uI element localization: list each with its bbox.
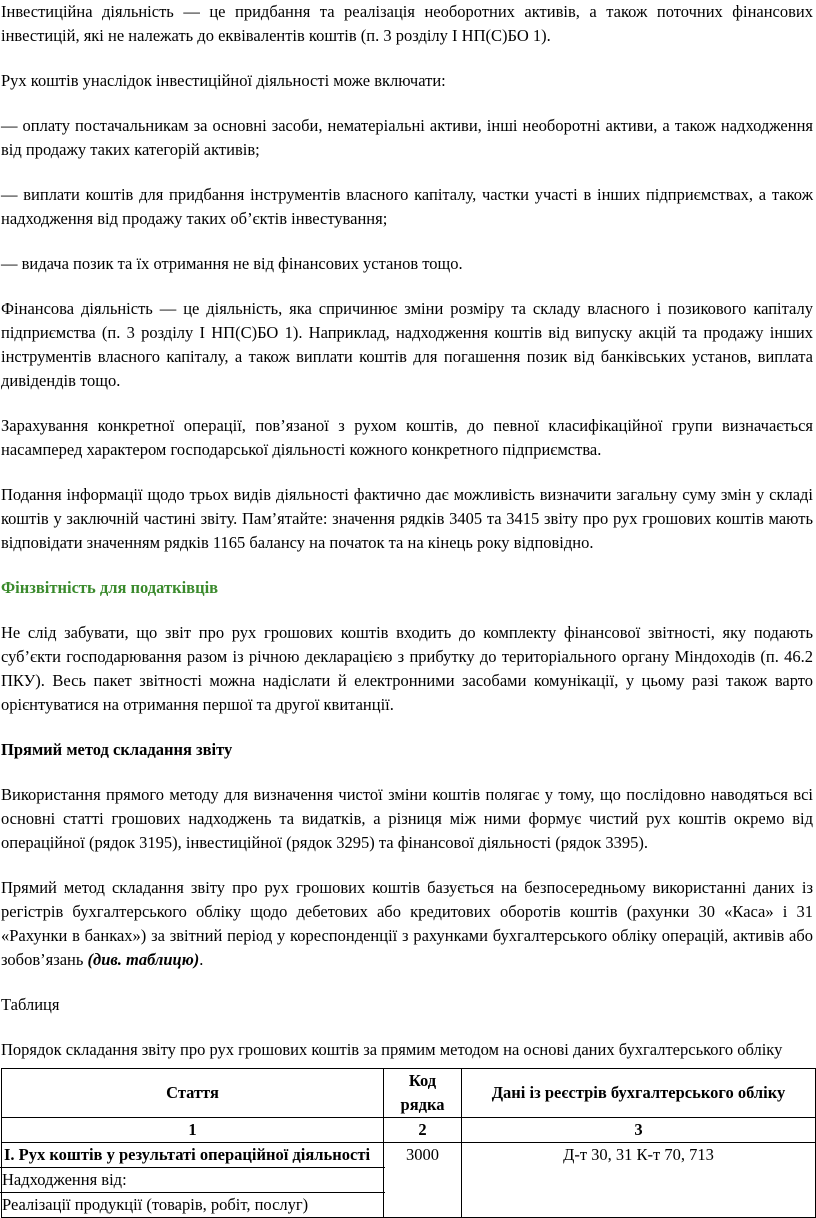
paragraph-investment-definition: Інвестиційна діяльність — це придбання та реалізація необоротних активів, а також поточних фінансових інвестицій, які не належать до еквівалентів коштів (п. 3 розділу І НП(С)БО 1). [1,2,813,45]
table-number-row [2,1118,816,1143]
paragraph-end-punctuation: . [199,950,204,969]
table-cell-line-code: 3000 [384,1143,462,1218]
header-article: Стаття [2,1069,384,1118]
table-cell-article [2,1143,384,1218]
heading-tax-reporting[interactable]: Фінзвітність для податківців [1,578,219,597]
header-line-code: Код рядка [384,1069,462,1118]
paragraph-bullet-loans: — видача позик та їх отримання не від фінансових установ тощо. [1,254,463,273]
paragraph-classification: Зарахування конкретної операції, пов’язаної з рухом коштів, до певної класифікаційної групи визначається насамперед характером господарської діяльності кожного конкретного підприємства. [1,416,813,459]
table-header-row [2,1069,816,1118]
column-number-2: 2 [384,1118,462,1143]
paragraph-bullet-fixed-assets: — оплату постачальникам за основні засоби, нематеріальні активи, інші необоротні активи, а також надходження від продажу таких категорій активів; [1,116,813,159]
paragraph-three-activities: Подання інформації щодо трьох видів діяльності фактично дає можливість визначити загальну суму змін у складі коштів у заключній частині звіту. Пам’ятайте: значення рядків 3405 та 3415 звіту про рух грошових коштів мають відповідати значенням рядків 1165 балансу на початок та на кінець року відповідно. [1,485,813,552]
row-sales-revenue: Реалізації продукції (товарів, робіт, послуг) [0,1192,385,1217]
paragraph-investment-flow-intro: Рух коштів унаслідок інвестиційної діяльності може включати: [1,71,446,90]
cash-flow-table [1,1068,816,1218]
row-receipts-from: Надходження від: [0,1167,385,1192]
heading-direct-method: Прямий метод складання звіту [1,740,233,759]
paragraph-direct-method-usage: Використання прямого методу для визначення чистої зміни коштів полягає у тому, що послідовно наводяться всі основні статті грошових надходжень та видатків, а різниця між ними формує чистий рух коштів окремо від операційної (рядок 3195), інвестиційної (рядок 3295) та фінансової діяльності (рядок 3395). [1,785,813,852]
table-cell-register-data: Д-т 30, 31 К-т 70, 713 [462,1143,816,1218]
column-number-3: 3 [462,1118,816,1143]
paragraph-direct-method-basis-text: Прямий метод складання звіту про рух грошових коштів базується на безпосередньому використанні даних із регістрів бухгалтерського обліку щодо дебетових або кредитових оборотів коштів (рахунки 30 «Каса» і 31 «Рахунки в банках») за звітний період у кореспонденції з рахунками бухгалтерського обліку операцій, активів або зобов’язань [1,878,813,969]
table-caption: Порядок складання звіту про рух грошових коштів за прямим методом на основі даних бухгалтерського обліку [1,1040,783,1059]
column-number-1: 1 [2,1118,384,1143]
table-row [2,1143,816,1218]
paragraph-direct-method-basis [1,876,813,972]
paragraph-financial-activity: Фінансова діяльність — це діяльність, яка спричинює зміни розміру та складу власного і позикового капіталу підприємства (п. 3 розділу І НП(С)БО 1). Наприклад, надходження коштів від випуску акцій та продажу інших інструментів власного капіталу, а також виплати коштів для погашення позик від банківських установ, виплата дивідендів тощо. [1,299,813,390]
header-register-data: Дані із реєстрів бухгалтерського обліку [462,1069,816,1118]
table-reference: (див. таблицю) [87,950,200,969]
paragraph-bullet-equity-instruments: — виплати коштів для придбання інструментів власного капіталу, частки участі в інших підприємствах, а також надходження від продажу таких об’єктів інвестування; [1,185,813,228]
row-operating-activity: І. Рух коштів у результаті операційної діяльності [4,1145,371,1164]
table-label: Таблиця [1,995,60,1014]
paragraph-report-package: Не слід забувати, що звіт про рух грошових коштів входить до комплекту фінансової звітності, яку подають суб’єкти господарювання разом із річною декларацією з прибутку до територіального органу Міндоходів (п. 46.2 ПКУ). Весь пакет звітності можна надіслати й електронними засобами комунікації, у цьому разі також варто орієнтуватися на отримання першої та другої квитанції. [1,623,813,714]
